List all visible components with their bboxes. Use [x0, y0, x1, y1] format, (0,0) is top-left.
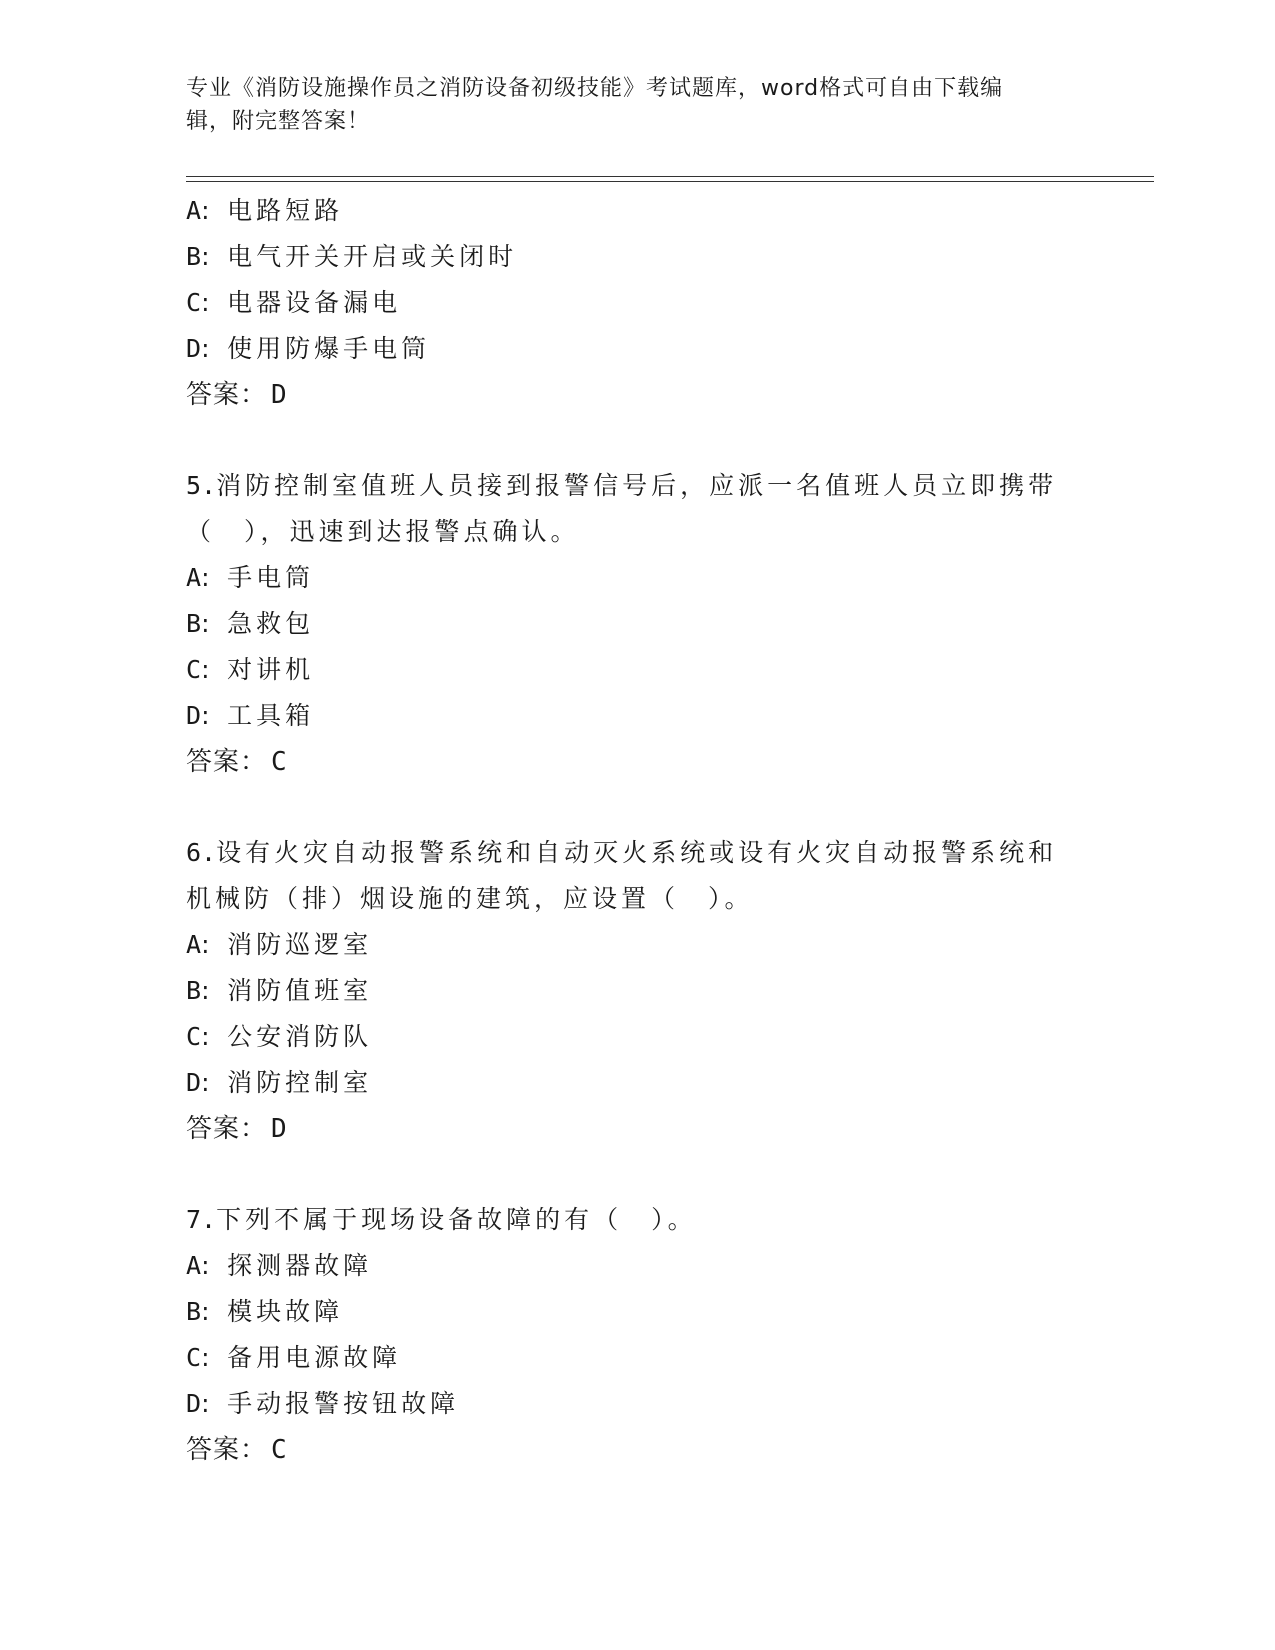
option-text: 手电筒 [227, 563, 315, 592]
option-text: 备用电源故障 [227, 1343, 402, 1372]
question-stem-line: （ ），迅速到达报警点确认。 [186, 517, 580, 546]
option-c [186, 1014, 1086, 1060]
option-c [186, 647, 1086, 693]
answer-value: D [271, 1114, 288, 1144]
option-separator: : [201, 1251, 210, 1280]
option-text: 电路短路 [227, 196, 344, 225]
question-list [186, 188, 1086, 1518]
option-letter: A [186, 930, 202, 959]
question-number: 6. [186, 838, 217, 867]
option-letter: A [186, 563, 202, 592]
option-letter: C [186, 1343, 202, 1372]
question-stem-line: 机械防（排）烟设施的建筑，应设置（ ）。 [186, 884, 754, 913]
header-line-2: 辑，附完整答案！ [186, 109, 371, 134]
question-stem-line [186, 1197, 1086, 1243]
option-a [186, 188, 1086, 234]
option-text: 对讲机 [227, 655, 315, 684]
option-separator: : [201, 1068, 210, 1097]
option-c [186, 280, 1086, 326]
option-letter: C [186, 1022, 202, 1051]
option-b [186, 601, 1086, 647]
option-letter: C [186, 655, 202, 684]
answer-value: C [271, 747, 288, 777]
header-line-1: 专业《消防设施操作员之消防设备初级技能》考试题库，word格式可自由下载编 [186, 76, 1004, 101]
option-letter: B [186, 609, 202, 638]
option-b [186, 968, 1086, 1014]
question-block-7 [186, 1197, 1086, 1473]
option-separator: : [201, 334, 210, 363]
option-separator: : [201, 1297, 210, 1326]
question-block-5 [186, 463, 1086, 785]
question-stem-text: 下列不属于现场设备故障的有（ ）。 [216, 1205, 697, 1234]
answer-value: D [271, 380, 288, 410]
option-separator: : [201, 288, 210, 317]
question-number: 7. [186, 1205, 217, 1234]
option-letter: B [186, 976, 202, 1005]
question-stem-text: 设有火灾自动报警系统和自动灭火系统或设有火灾自动报警系统和 [216, 838, 1058, 867]
option-separator: : [201, 655, 210, 684]
option-separator: : [201, 701, 210, 730]
option-separator: : [201, 242, 210, 271]
header-divider-bottom [186, 181, 1154, 182]
option-text: 消防巡逻室 [227, 930, 373, 959]
option-text: 工具箱 [227, 701, 315, 730]
option-separator: : [201, 563, 210, 592]
question-stem-line [186, 830, 1086, 876]
answer [186, 739, 1086, 785]
option-letter: A [186, 196, 202, 225]
option-d [186, 693, 1086, 739]
option-text: 电气开关开启或关闭时 [227, 242, 518, 271]
option-c [186, 1335, 1086, 1381]
option-letter: C [186, 288, 202, 317]
option-text: 手动报警按钮故障 [227, 1389, 460, 1418]
option-text: 消防值班室 [227, 976, 373, 1005]
answer [186, 1427, 1086, 1473]
option-separator: : [201, 196, 210, 225]
option-letter: D [186, 334, 202, 363]
answer [186, 1106, 1086, 1152]
option-separator: : [201, 609, 210, 638]
answer-label: 答案： [186, 747, 268, 777]
option-text: 消防控制室 [227, 1068, 373, 1097]
option-a [186, 1243, 1086, 1289]
answer-label: 答案： [186, 1114, 268, 1144]
option-d [186, 326, 1086, 372]
option-letter: B [186, 242, 202, 271]
option-text: 模块故障 [227, 1297, 344, 1326]
answer-label: 答案： [186, 1435, 268, 1465]
option-a [186, 555, 1086, 601]
option-text: 急救包 [227, 609, 315, 638]
option-letter: D [186, 701, 202, 730]
option-text: 探测器故障 [227, 1251, 373, 1280]
option-separator: : [201, 976, 210, 1005]
option-separator: : [201, 1022, 210, 1051]
option-d [186, 1381, 1086, 1427]
header-divider-top [186, 176, 1154, 177]
option-text: 电器设备漏电 [227, 288, 402, 317]
answer-label: 答案： [186, 380, 268, 410]
question-number: 5. [186, 471, 217, 500]
option-b [186, 1289, 1086, 1335]
option-a [186, 922, 1086, 968]
question-block-6 [186, 830, 1086, 1152]
option-letter: B [186, 1297, 202, 1326]
option-b [186, 234, 1086, 280]
question-block-4 [186, 188, 1086, 418]
option-letter: A [186, 1251, 202, 1280]
option-separator: : [201, 930, 210, 959]
option-d [186, 1060, 1086, 1106]
document-header [186, 72, 1066, 138]
question-stem-line [186, 463, 1086, 509]
option-text: 使用防爆手电筒 [227, 334, 431, 363]
answer-value: C [271, 1435, 288, 1465]
option-letter: D [186, 1068, 202, 1097]
option-text: 公安消防队 [227, 1022, 373, 1051]
option-separator: : [201, 1389, 210, 1418]
question-stem-text: 消防控制室值班人员接到报警信号后，应派一名值班人员立即携带 [216, 471, 1058, 500]
option-separator: : [201, 1343, 210, 1372]
option-letter: D [186, 1389, 202, 1418]
answer [186, 372, 1086, 418]
